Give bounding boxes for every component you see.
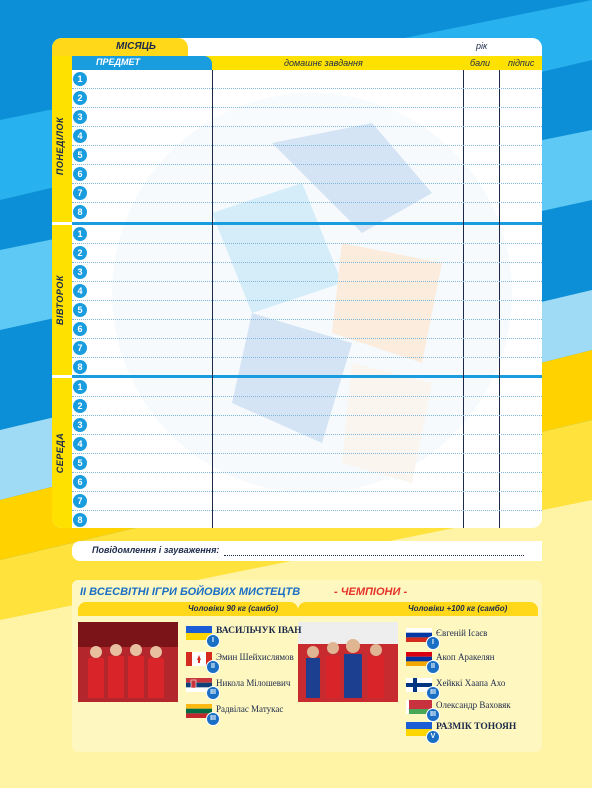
lesson-number: 5 bbox=[73, 456, 87, 470]
place-badge: III bbox=[426, 708, 440, 722]
place-badge: II bbox=[426, 660, 440, 674]
champions-photo bbox=[298, 622, 398, 702]
lesson-number: 4 bbox=[73, 437, 87, 451]
lesson-row-line[interactable] bbox=[72, 338, 542, 339]
champions-panel bbox=[72, 580, 542, 752]
weight-category-label: Чоловіки +100 кг (самбо) bbox=[408, 604, 508, 613]
lesson-number: 6 bbox=[73, 475, 87, 489]
judo-watermark bbox=[112, 83, 512, 503]
lesson-number: 6 bbox=[73, 167, 87, 181]
lesson-row-line[interactable] bbox=[72, 243, 542, 244]
weight-category-tab bbox=[78, 602, 298, 616]
place-badge: III bbox=[206, 686, 220, 700]
lesson-row-line[interactable] bbox=[72, 281, 542, 282]
lesson-row-line[interactable] bbox=[72, 491, 542, 492]
lesson-row-line[interactable] bbox=[72, 319, 542, 320]
subject-tab bbox=[72, 56, 212, 70]
place-badge: III bbox=[426, 686, 440, 700]
weight-category-label: Чоловіки 90 кг (самбо) bbox=[188, 604, 279, 613]
lesson-row-line[interactable] bbox=[72, 415, 542, 416]
athlete-name: Хейккі Хаапа Ахо bbox=[436, 678, 506, 688]
lesson-row-line[interactable] bbox=[72, 88, 542, 89]
column-divider bbox=[212, 70, 213, 528]
lesson-number: 3 bbox=[73, 110, 87, 124]
lesson-row-line[interactable] bbox=[72, 107, 542, 108]
notes-label: Повідомлення і зауваження: bbox=[92, 545, 220, 555]
lesson-number: 3 bbox=[73, 418, 87, 432]
lesson-row-line[interactable] bbox=[72, 357, 542, 358]
day-label-tuesday: ВІВТОРОК bbox=[55, 275, 65, 325]
planner-card bbox=[52, 38, 542, 528]
lesson-row-line[interactable] bbox=[72, 434, 542, 435]
lesson-number: 2 bbox=[73, 91, 87, 105]
lesson-row-line[interactable] bbox=[72, 145, 542, 146]
place-badge: I bbox=[206, 634, 220, 648]
place-badge: V bbox=[426, 730, 440, 744]
place-badge: I bbox=[426, 636, 440, 650]
lesson-number: 8 bbox=[73, 513, 87, 527]
champions-photo bbox=[78, 622, 178, 702]
lesson-number: 6 bbox=[73, 322, 87, 336]
athlete-name: Євгеній Ісаєв bbox=[436, 628, 488, 638]
lesson-number: 4 bbox=[73, 129, 87, 143]
lesson-row-line[interactable] bbox=[72, 510, 542, 511]
lesson-row-line[interactable] bbox=[72, 300, 542, 301]
lesson-number: 8 bbox=[73, 205, 87, 219]
lesson-row-line[interactable] bbox=[72, 472, 542, 473]
day-label-monday: ПОНЕДІЛОК bbox=[55, 116, 65, 176]
place-badge: II bbox=[206, 660, 220, 674]
lesson-row-line[interactable] bbox=[72, 183, 542, 184]
lesson-row-line[interactable] bbox=[72, 262, 542, 263]
athlete-name: Акоп Аракелян bbox=[436, 652, 495, 662]
lesson-row-line[interactable] bbox=[72, 396, 542, 397]
day-separator bbox=[72, 222, 542, 225]
lesson-number: 4 bbox=[73, 284, 87, 298]
lesson-number: 1 bbox=[73, 72, 87, 86]
athlete-name: РАЗМІК ТОНОЯН bbox=[436, 722, 517, 732]
day-label-wednesday: СЕРЕДА bbox=[55, 432, 65, 474]
athlete-name: Эмин Шейхислямов bbox=[216, 652, 294, 662]
athlete-name: Олександр Ваховяк bbox=[436, 700, 511, 710]
lesson-number: 7 bbox=[73, 341, 87, 355]
lesson-number: 8 bbox=[73, 360, 87, 374]
year-label: рік bbox=[476, 41, 488, 51]
lesson-number: 7 bbox=[73, 494, 87, 508]
lesson-row-line[interactable] bbox=[72, 164, 542, 165]
homework-header: домашнє завдання bbox=[284, 58, 363, 68]
lesson-row-line[interactable] bbox=[72, 453, 542, 454]
champions-title: ІІ ВСЕСВІТНІ ІГРИ БОЙОВИХ МИСТЕЦТВ bbox=[80, 586, 301, 598]
column-divider bbox=[499, 70, 500, 528]
place-badge: III bbox=[206, 712, 220, 726]
lesson-number: 2 bbox=[73, 246, 87, 260]
points-header: бали bbox=[470, 58, 491, 68]
lesson-row-line[interactable] bbox=[72, 202, 542, 203]
lesson-number: 1 bbox=[73, 227, 87, 241]
notes-line[interactable] bbox=[224, 555, 524, 556]
lesson-number: 7 bbox=[73, 186, 87, 200]
day-separator bbox=[72, 375, 542, 378]
athlete-name: Никола Мілошевич bbox=[216, 678, 291, 688]
signature-header: підпис bbox=[508, 58, 535, 68]
athlete-name: Радвілас Матукас bbox=[216, 704, 284, 714]
column-divider bbox=[463, 70, 464, 528]
lesson-number: 5 bbox=[73, 148, 87, 162]
lesson-number: 1 bbox=[73, 380, 87, 394]
month-label: МІСЯЦЬ bbox=[116, 41, 156, 52]
athlete-name: ВАСИЛЬЧУК ІВАН bbox=[216, 626, 302, 636]
subject-header: ПРЕДМЕТ bbox=[96, 57, 140, 67]
champions-subtitle: - ЧЕМПІОНИ - bbox=[334, 586, 408, 598]
lesson-number: 2 bbox=[73, 399, 87, 413]
weight-category-tab bbox=[298, 602, 538, 616]
lesson-number: 3 bbox=[73, 265, 87, 279]
notes-box bbox=[72, 541, 542, 561]
lesson-row-line[interactable] bbox=[72, 126, 542, 127]
lesson-number: 5 bbox=[73, 303, 87, 317]
